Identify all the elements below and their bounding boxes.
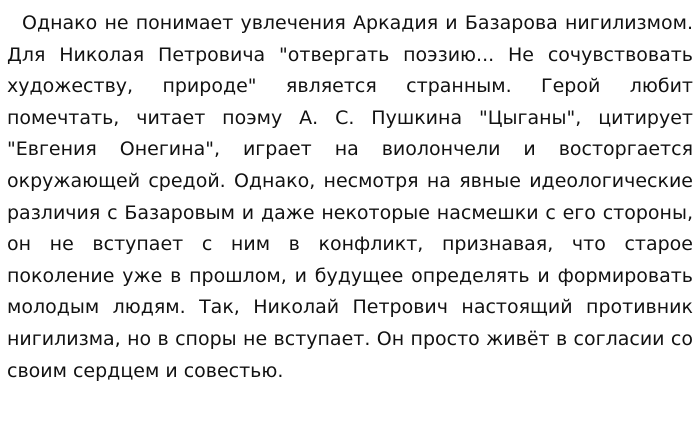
text-paragraph: Однако не понимает увлечения Аркадия и Базарова нигилизмом. Для Николая Петровича "отвергать поэзию... Не сочувствовать художеству, природе" является странным. Герой любит помечтать, читает поэму А. С. Пушкина "Цыганы", цитирует "Евгения Онегина", играет на виолончели и восторгается окружающей средой. Однако, несмотря на явные идеологические различия с Базаровым и даже некоторые насмешки с его стороны, он не вступает с ним в конфликт, признавая, что старое поколение уже в прошлом, и будущее определять и формировать молодым людям. Так, Николай Петрович настоящий противник нигилизма, но в споры не вступает. Он просто живёт в согласии со своим сердцем и совестью. [7, 12, 693, 382]
document-body [7, 8, 693, 387]
